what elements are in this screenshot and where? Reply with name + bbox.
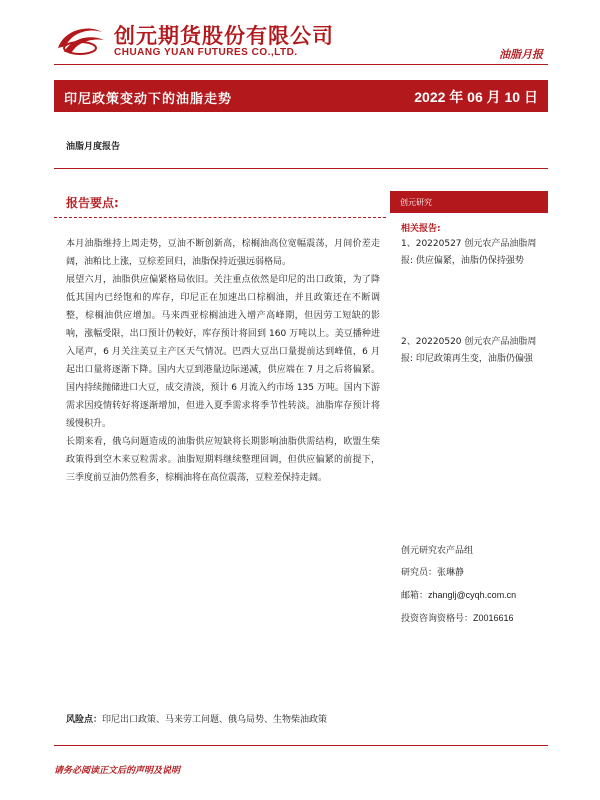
related-report-item[interactable]: 1、20220527 创元农产品油脂周报: 供应偏紧，油脂仍保持强势 [401, 239, 537, 266]
report-type-label: 油脂月报 [499, 48, 543, 61]
license-line [401, 607, 516, 630]
author-info [401, 540, 516, 630]
key-points-body [66, 235, 380, 487]
researcher-line [401, 562, 516, 584]
footer-disclaimer-note: 请务必阅读正文后的声明及说明 [54, 766, 181, 776]
footer-divider [54, 745, 548, 746]
key-point-paragraph: 长期来看，俄乌问题造成的油脂供应短缺将长期影响油脂供需结构，欧盟生柴政策得到空木来豆粒需求。油脂短期料继续整理回调，但供应偏紧的前提下，三季度前豆油仍然看多，棕榈油将在高位震荡，豆粒差保持走阔。 [66, 437, 380, 483]
research-group: 创元研究农产品组 [401, 546, 474, 556]
report-date: 2022 年 06 月 10 日 [414, 89, 538, 105]
license-number: Z0016616 [473, 613, 514, 623]
risk-label: 风险点： [66, 715, 103, 725]
key-points-heading: 报告要点: [66, 196, 119, 210]
email-address[interactable]: zhanglj@cyqh.com.cn [428, 590, 517, 600]
key-points-divider [54, 217, 386, 218]
email-line [401, 584, 516, 607]
header-divider [54, 64, 548, 65]
company-logo-icon [54, 22, 106, 56]
company-name-en: CHUANG YUAN FUTURES CO.,LTD. [114, 47, 298, 58]
report-title: 印尼政策变动下的油脂走势 [64, 92, 233, 107]
researcher-name: 张琳静 [437, 568, 465, 578]
sidebar-tag: 创元研究 [390, 191, 548, 213]
report-subtitle: 油脂月度报告 [66, 142, 121, 152]
license-label: 投资咨询资格号： [401, 614, 474, 624]
title-bar [54, 80, 548, 112]
company-name-cn: 创元期货股份有限公司 [114, 24, 334, 48]
email-label: 邮箱： [401, 591, 429, 601]
risk-text: 印尼出口政策、马来劳工问题、俄乌局势、生物柴油政策 [102, 715, 328, 725]
key-point-paragraph: 本月油脂维持上周走势，豆油不断创新高，棕榈油高位宽幅震荡，月间价差走阔，油粕比上涨，豆棕差回归，油脂保持近强远弱格局。 [66, 239, 380, 267]
risk-points [66, 712, 327, 725]
researcher-label: 研究员： [401, 568, 438, 578]
key-point-paragraph: 展望六月，油脂供应偏紧格局依旧。关注重点依然是印尼的出口政策，为了降低其国内已经饱和的库存，印尼正在加速出口棕榈油，并且政策还在不断调整，棕榈油供应增加。马来西亚棕榈油进入增产高峰期，但因劳工短缺的影响，涨幅受限，出口预计仍較好，库存预计将回到 160 万吨以上。美豆播种进入尾声，6 月关注美豆主产区天气情况。巴西大豆出口量提前达到峰值，6 月起出口量将逐渐下降。国内大豆到港量边际递减，供应端在 7 月之后将偏紧。国内持续抛储进口大豆，成交清淡，预计 6 月流入约市场 135 万吨。国内下游需求因疫情转好将逐渐增加，但进入夏季需求将季节性转淡。油脂库存预计将缓慢积升。 [66, 275, 380, 429]
page-header [0, 0, 600, 70]
related-report-item[interactable]: 2、20220520 创元农产品油脂周报: 印尼政策再生变，油脂仍偏强 [401, 337, 537, 364]
subtitle-divider [54, 168, 548, 169]
related-reports-label: 相关报告: [401, 224, 441, 234]
